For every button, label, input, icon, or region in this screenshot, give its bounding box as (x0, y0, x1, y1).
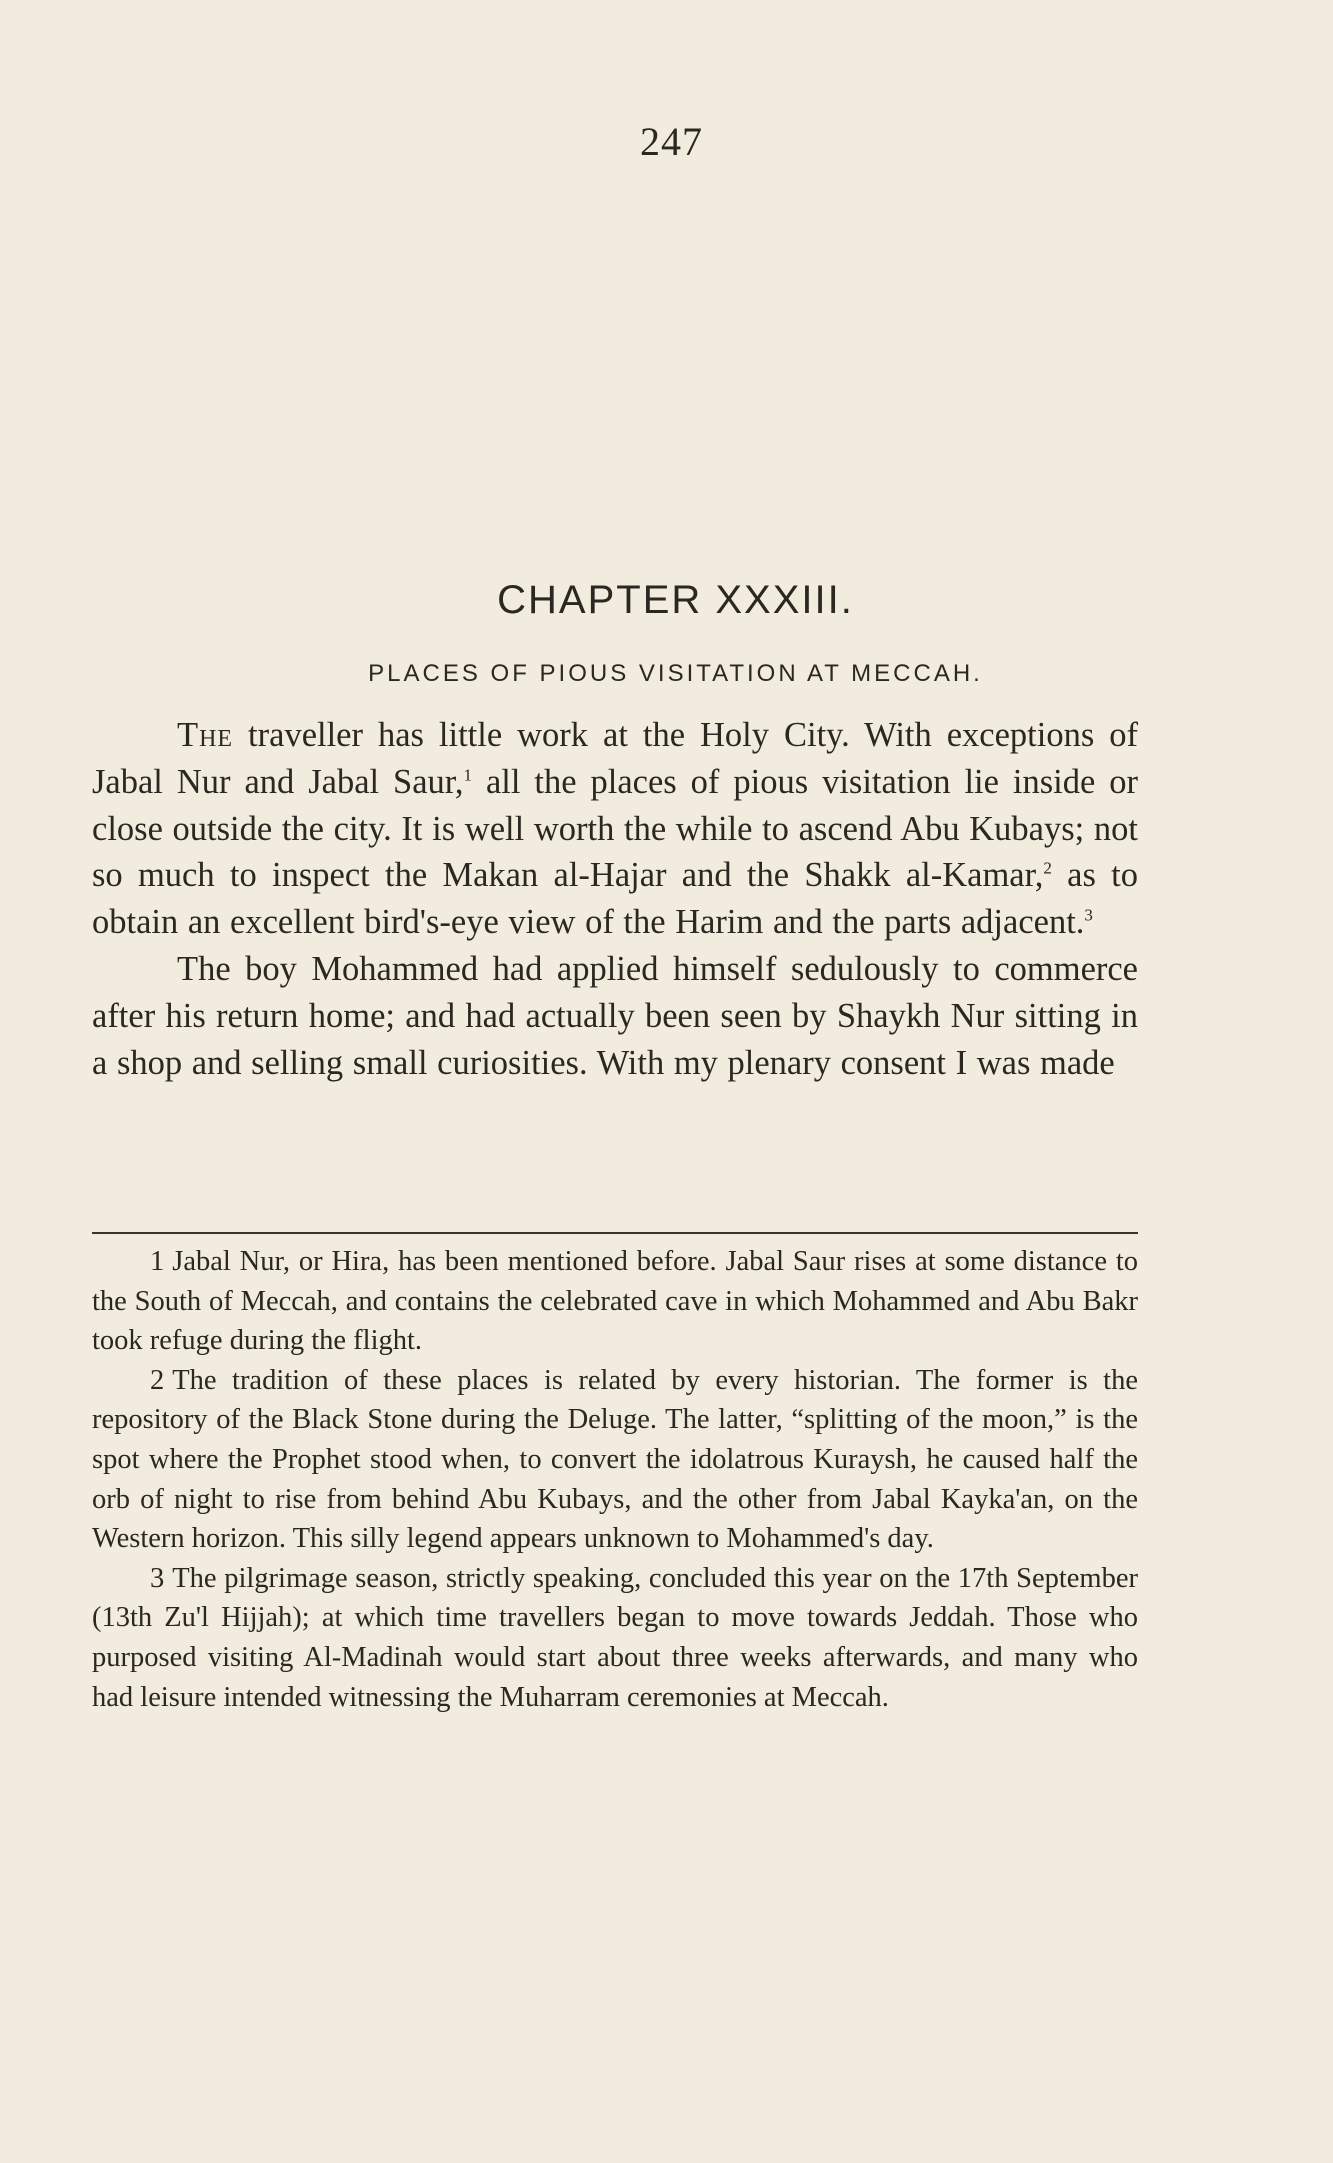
paragraph-lead-word: The (177, 716, 234, 754)
paragraph (92, 712, 1138, 946)
footnote-text: Jabal Nur, or Hira, has been mentioned before. Jabal Saur rises at some distance to the South of Meccah, and contains the celebrated cave in which Mohammed and Abu Bakr took refuge during the flight. (92, 1246, 1138, 1357)
paragraph-text: as to obtain an excellent bird's-eye view of the Harim and the parts adjacent. (92, 856, 1138, 942)
chapter-subtitle: PLACES OF PIOUS VISITATION AT MECCAH. (368, 660, 983, 687)
footnote-reference: 3 (1084, 905, 1093, 925)
footnote-divider (92, 1232, 1138, 1234)
footnote (92, 1559, 1138, 1717)
footnote-reference: 2 (1043, 858, 1052, 878)
footnote-text: The pilgrimage season, strictly speaking, concluded this year on the 17th September (13th Zu'l Hijjah); at which time travellers began to move towards Jeddah. Those who purposed visiting Al-Madinah would start about three weeks afterwards, and many who had leisure intended witnessing the Muharram ceremonies at Meccah. (92, 1562, 1138, 1713)
footnote-number: 3 (150, 1562, 165, 1594)
chapter-title: CHAPTER XXXIII. (497, 578, 854, 622)
paragraph-text: traveller has little work at the Holy City. With exceptions of Jabal Nur and Jabal Saur, (92, 716, 1138, 801)
footnote (92, 1242, 1138, 1361)
footnote-text: The tradition of these places is related by every historian. The former is the repository of the Black Stone during the Deluge. The latter, “splitting of the moon,” is the spot where the Prophet stood when, to convert the idolatrous Kuraysh, he caused half the orb of night to rise from behind Abu Kubays, and the other from Jabal Kayka'an, on the Western horizon. This silly legend appears unknown to Mohammed's day. (92, 1364, 1138, 1555)
footnotes (92, 1242, 1138, 1717)
page-number: 247 (640, 119, 703, 164)
footnote-number: 2 (150, 1364, 165, 1396)
paragraph: The boy Mohammed had applied himself sedulously to commerce after his return home; and had actually been seen by Shaykh Nur sitting in a shop and selling small curiosities. With my plenary consent I was made (92, 949, 1138, 1082)
paragraph-text: all the places of pious visitation lie inside or close outside the city. It is well worth the while to ascend Abu Kubays; not so much to inspect the Makan al-Hajar and the Shakk al-Kamar, (92, 762, 1138, 895)
footnote (92, 1361, 1138, 1559)
footnote-reference: 1 (463, 765, 473, 785)
footnote-number: 1 (150, 1246, 165, 1277)
body-text (92, 712, 1138, 1086)
